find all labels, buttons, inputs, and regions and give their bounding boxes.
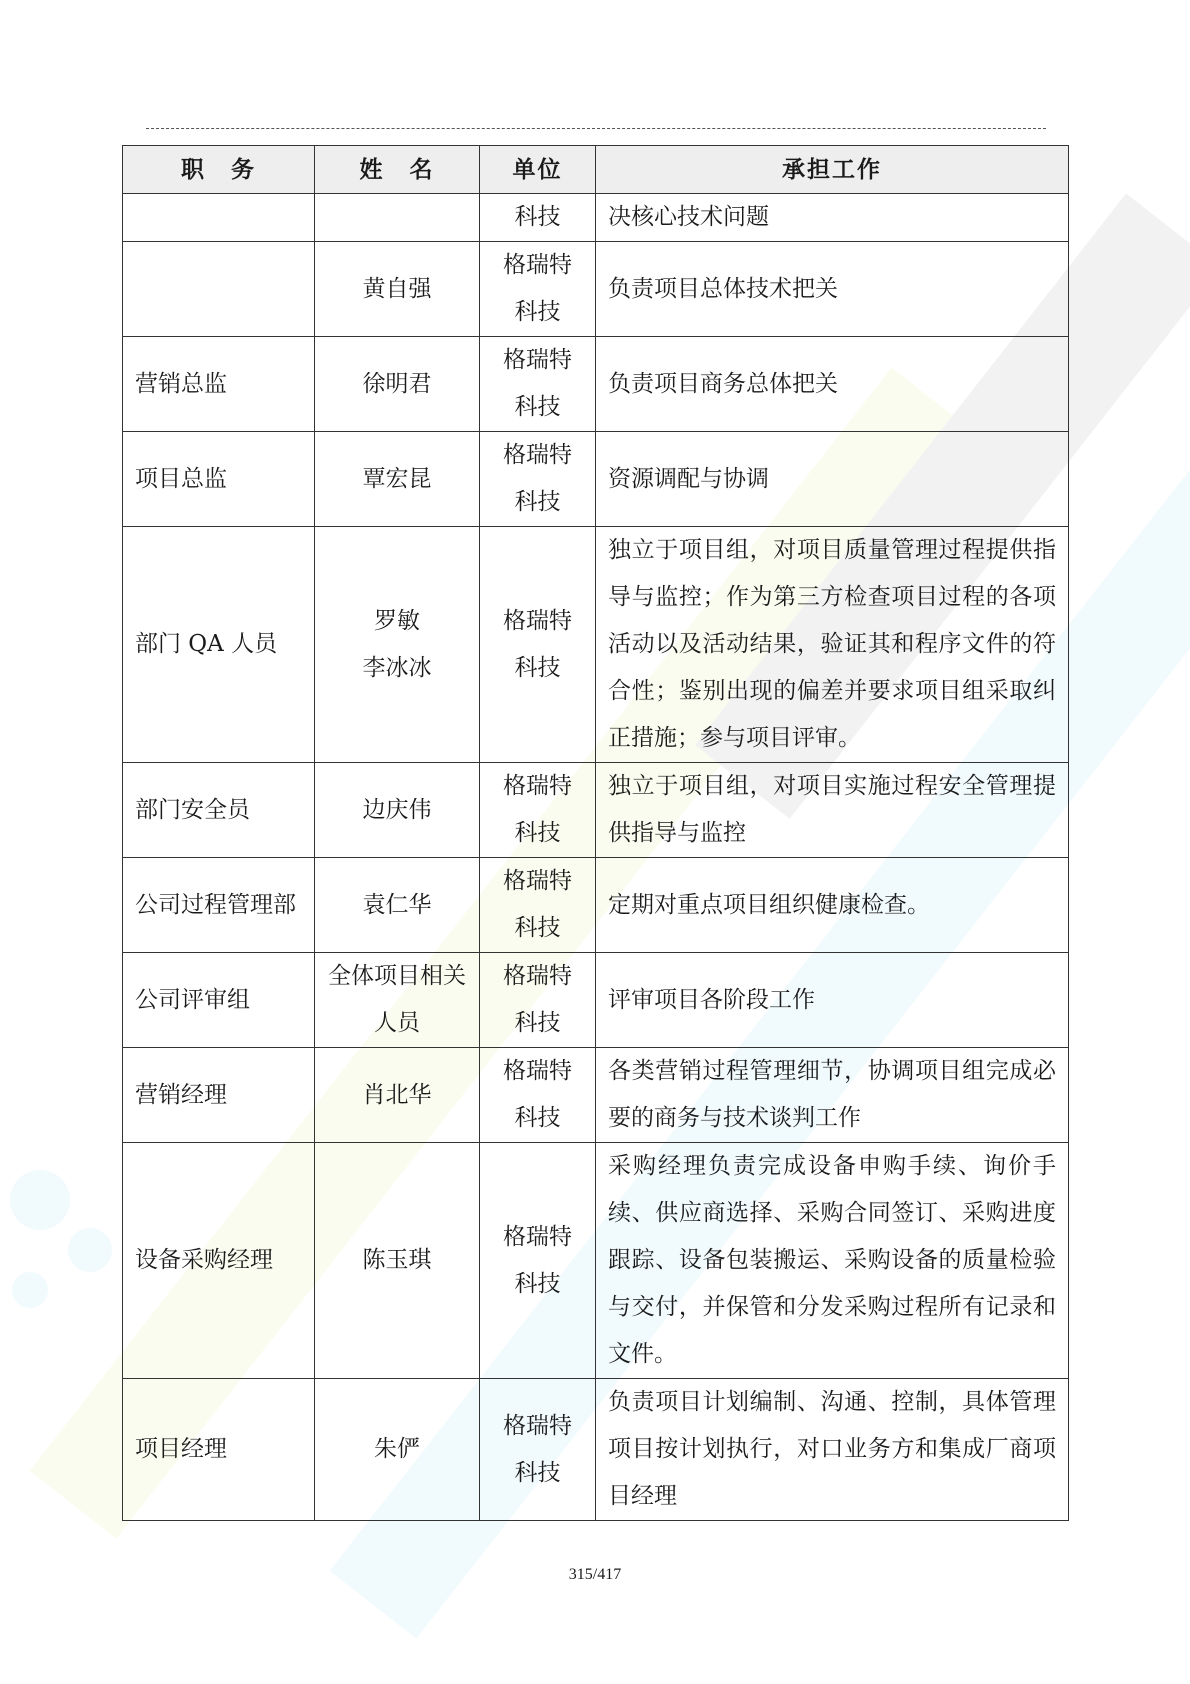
cell-work: 负责项目商务总体把关 <box>596 337 1069 432</box>
cell-unit: 格瑞特 科技 <box>480 763 596 858</box>
cell-work: 决核心技术问题 <box>596 194 1069 242</box>
cell-work: 负责项目计划编制、沟通、控制，具体管理项目按计划执行，对口业务方和集成厂商项目经理 <box>596 1379 1069 1521</box>
cell-unit: 格瑞特 科技 <box>480 1048 596 1143</box>
cell-unit: 格瑞特 科技 <box>480 527 596 763</box>
cell-name: 朱俨 <box>315 1379 480 1521</box>
cell-role <box>123 242 315 337</box>
staff-roster-table <box>122 145 1069 1521</box>
table-row <box>123 763 1069 858</box>
cell-work: 定期对重点项目组织健康检查。 <box>596 858 1069 953</box>
table-header-row <box>123 146 1069 194</box>
page-number: 315/417 <box>568 1566 622 1583</box>
cell-work: 评审项目各阶段工作 <box>596 953 1069 1048</box>
cell-name <box>315 194 480 242</box>
header-role: 职 务 <box>123 146 315 194</box>
cell-unit: 格瑞特 科技 <box>480 337 596 432</box>
table-row <box>123 432 1069 527</box>
cell-work: 采购经理负责完成设备申购手续、询价手续、供应商选择、采购合同签订、采购进度跟踪、设备包装搬运、采购设备的质量检验与交付，并保管和分发采购过程所有记录和文件。 <box>596 1143 1069 1379</box>
table-row <box>123 1048 1069 1143</box>
cell-role: 部门安全员 <box>123 763 315 858</box>
cell-unit: 科技 <box>480 194 596 242</box>
cell-name: 覃宏昆 <box>315 432 480 527</box>
cell-work: 独立于项目组，对项目实施过程安全管理提供指导与监控 <box>596 763 1069 858</box>
cell-work: 负责项目总体技术把关 <box>596 242 1069 337</box>
cell-role: 营销经理 <box>123 1048 315 1143</box>
cell-role: 项目总监 <box>123 432 315 527</box>
cell-unit: 格瑞特 科技 <box>480 858 596 953</box>
cell-unit: 格瑞特 科技 <box>480 242 596 337</box>
cell-unit: 格瑞特 科技 <box>480 1379 596 1521</box>
cell-name: 黄自强 <box>315 242 480 337</box>
cell-work: 独立于项目组，对项目质量管理过程提供指导与监控；作为第三方检查项目过程的各项活动以及活动结果，验证其和程序文件的符合性；鉴别出现的偏差并要求项目组采取纠正措施；参与项目评审。 <box>596 527 1069 763</box>
cell-name: 袁仁华 <box>315 858 480 953</box>
cell-role <box>123 194 315 242</box>
table-row <box>123 527 1069 763</box>
cell-name: 全体项目相关人员 <box>315 953 480 1048</box>
cell-role: 项目经理 <box>123 1379 315 1521</box>
cell-role: 部门 QA 人员 <box>123 527 315 763</box>
table-row <box>123 242 1069 337</box>
table-row <box>123 1379 1069 1521</box>
cell-unit: 格瑞特 科技 <box>480 432 596 527</box>
cell-name: 肖北华 <box>315 1048 480 1143</box>
cell-role: 公司评审组 <box>123 953 315 1048</box>
header-unit: 单位 <box>480 146 596 194</box>
cell-unit: 格瑞特 科技 <box>480 953 596 1048</box>
cell-name: 徐明君 <box>315 337 480 432</box>
cell-name: 罗敏 李冰冰 <box>315 527 480 763</box>
table-row <box>123 858 1069 953</box>
cell-work: 各类营销过程管理细节，协调项目组完成必要的商务与技术谈判工作 <box>596 1048 1069 1143</box>
cell-role: 公司过程管理部 <box>123 858 315 953</box>
table-row <box>123 194 1069 242</box>
cell-unit: 格瑞特 科技 <box>480 1143 596 1379</box>
cell-name: 陈玉琪 <box>315 1143 480 1379</box>
cell-name: 边庆伟 <box>315 763 480 858</box>
header-name: 姓 名 <box>315 146 480 194</box>
cell-role: 营销总监 <box>123 337 315 432</box>
table-row <box>123 1143 1069 1379</box>
cell-role: 设备采购经理 <box>123 1143 315 1379</box>
cell-work: 资源调配与协调 <box>596 432 1069 527</box>
table-row <box>123 953 1069 1048</box>
header-rule <box>146 128 1046 129</box>
table-row <box>123 337 1069 432</box>
header-work: 承担工作 <box>596 146 1069 194</box>
